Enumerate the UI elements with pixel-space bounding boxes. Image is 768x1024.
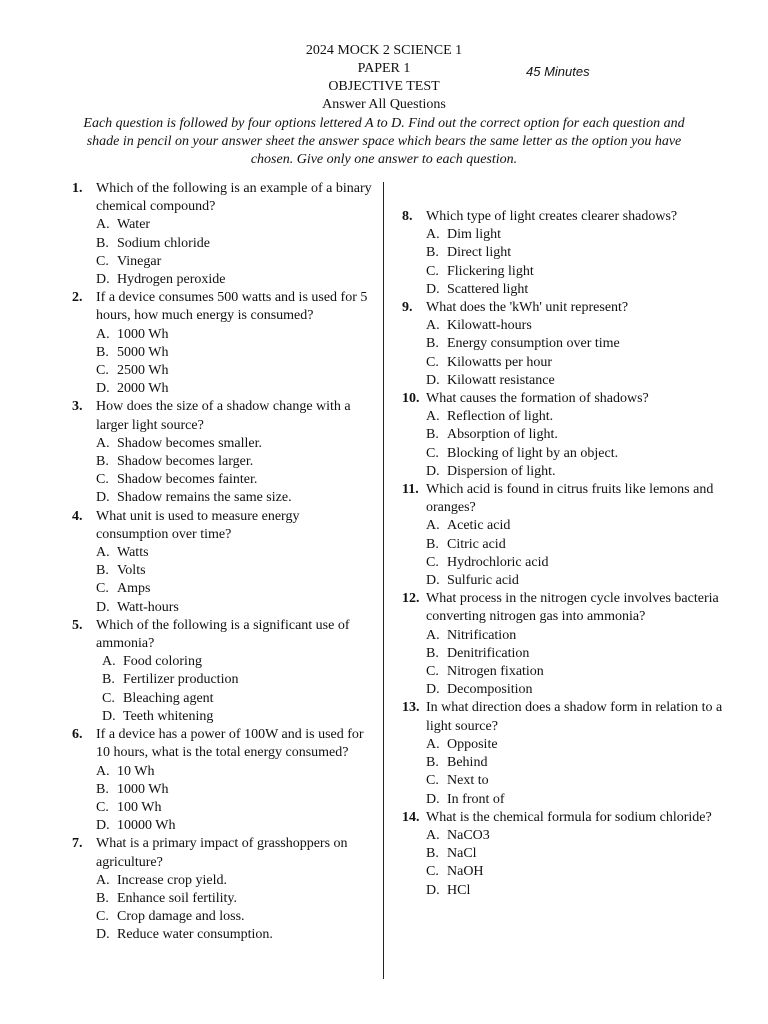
question-stem xyxy=(72,617,372,653)
answer-option xyxy=(72,489,372,507)
option-letter: B. xyxy=(426,245,439,261)
option-letter: B. xyxy=(96,781,109,797)
option-text: Sulfuric acid xyxy=(447,573,519,589)
option-text: Opposite xyxy=(447,736,498,752)
option-letter: C. xyxy=(426,773,439,789)
question-text: What does the 'kWh' unit represent? xyxy=(426,300,629,316)
answer-option xyxy=(402,827,742,845)
option-letter: B. xyxy=(102,672,115,688)
option-text: 2000 Wh xyxy=(117,381,169,397)
question-stem xyxy=(72,726,372,762)
option-letter: B. xyxy=(426,846,439,862)
option-text: Amps xyxy=(117,581,151,597)
option-text: In front of xyxy=(447,791,505,807)
option-text: Increase crop yield. xyxy=(117,872,227,888)
answer-option xyxy=(72,872,372,890)
option-letter: C. xyxy=(426,664,439,680)
option-letter: D. xyxy=(426,281,440,297)
option-letter: A. xyxy=(102,654,116,670)
question-text: What causes the formation of shadows? xyxy=(426,391,649,407)
answer-option xyxy=(402,572,742,590)
option-letter: C. xyxy=(426,263,439,279)
answer-option xyxy=(402,317,742,335)
answer-option xyxy=(402,372,742,390)
option-letter: C. xyxy=(96,909,109,925)
question-number: 3. xyxy=(72,399,83,415)
question-item xyxy=(402,481,742,590)
answer-option xyxy=(402,263,742,281)
option-letter: B. xyxy=(426,755,439,771)
question-stem xyxy=(402,299,742,317)
exam-header xyxy=(0,42,768,114)
question-item xyxy=(72,289,372,398)
option-text: Shadow remains the same size. xyxy=(117,490,292,506)
answer-option xyxy=(72,253,372,271)
option-text: Denitrification xyxy=(447,645,530,661)
question-number: 14. xyxy=(402,809,420,825)
question-number: 12. xyxy=(402,591,420,607)
question-text: Which type of light creates clearer shadows? xyxy=(426,209,678,224)
question-stem xyxy=(72,835,372,871)
option-text: Decomposition xyxy=(447,682,533,698)
option-text: Shadow becomes fainter. xyxy=(117,472,258,488)
answer-option xyxy=(72,344,372,362)
answer-option xyxy=(72,453,372,471)
question-item xyxy=(402,390,742,481)
option-text: Fertilizer production xyxy=(123,672,239,688)
option-text: Direct light xyxy=(447,245,512,261)
answer-option xyxy=(72,580,372,598)
option-letter: C. xyxy=(426,445,439,461)
option-text: Scattered light xyxy=(447,281,529,297)
exam-title: 2024 MOCK 2 SCIENCE 1 xyxy=(305,43,463,58)
option-letter: B. xyxy=(96,890,109,906)
option-text: NaOH xyxy=(447,864,484,880)
question-text: Which of the following is a significant use of ammonia? xyxy=(96,617,350,652)
right-question-column xyxy=(402,208,742,900)
question-stem xyxy=(72,289,372,325)
answer-all-note: Answer All Questions xyxy=(322,97,446,112)
answer-option xyxy=(402,772,742,790)
option-letter: D. xyxy=(426,463,440,479)
option-text: 10 Wh xyxy=(117,763,155,779)
answer-option xyxy=(72,653,372,671)
option-letter: C. xyxy=(96,799,109,815)
question-number: 2. xyxy=(72,290,83,306)
option-letter: B. xyxy=(96,235,109,251)
option-letter: C. xyxy=(96,581,109,597)
option-letter: C. xyxy=(96,472,109,488)
option-text: Citric acid xyxy=(447,536,506,552)
option-text: Bleaching agent xyxy=(123,690,214,706)
answer-option xyxy=(402,681,742,699)
question-text: How does the size of a shadow change with a larger light source? xyxy=(96,399,351,433)
option-letter: B. xyxy=(96,454,109,470)
option-letter: C. xyxy=(96,253,109,269)
option-text: 100 Wh xyxy=(117,799,162,815)
answer-option xyxy=(72,380,372,398)
question-stem xyxy=(72,398,372,434)
answer-option xyxy=(402,281,742,299)
option-text: Food coloring xyxy=(123,654,202,670)
left-question-column xyxy=(72,180,372,945)
exam-duration: 45 Minutes xyxy=(526,64,590,79)
option-letter: D. xyxy=(426,573,440,589)
option-text: Teeth whitening xyxy=(123,708,214,724)
answer-option xyxy=(72,781,372,799)
question-stem xyxy=(402,481,742,517)
option-text: Flickering light xyxy=(447,263,534,279)
option-text: Acetic acid xyxy=(447,518,511,534)
answer-option xyxy=(72,544,372,562)
option-letter: D. xyxy=(96,272,110,288)
question-item xyxy=(402,699,742,808)
answer-option xyxy=(72,562,372,580)
answer-option xyxy=(72,435,372,453)
option-text: Reduce water consumption. xyxy=(117,927,273,943)
question-item xyxy=(402,590,742,699)
option-text: Hydrochloric acid xyxy=(447,554,549,570)
option-letter: A. xyxy=(96,435,110,451)
answer-option xyxy=(402,627,742,645)
option-letter: D. xyxy=(426,682,440,698)
answer-option xyxy=(402,408,742,426)
question-item xyxy=(72,398,372,507)
option-letter: D. xyxy=(96,490,110,506)
answer-option xyxy=(72,362,372,380)
answer-option xyxy=(72,671,372,689)
question-item xyxy=(72,726,372,835)
option-text: Absorption of light. xyxy=(447,427,558,443)
answer-option xyxy=(402,426,742,444)
option-text: Water xyxy=(117,217,151,233)
question-item xyxy=(72,508,372,617)
option-letter: C. xyxy=(102,690,115,706)
option-text: Nitrification xyxy=(447,627,517,643)
answer-option xyxy=(72,926,372,944)
option-text: 1000 Wh xyxy=(117,326,169,342)
option-letter: D. xyxy=(426,791,440,807)
answer-option xyxy=(72,908,372,926)
question-item xyxy=(402,208,742,299)
answer-option xyxy=(402,354,742,372)
answer-option xyxy=(402,517,742,535)
option-text: Energy consumption over time xyxy=(447,336,620,352)
question-number: 6. xyxy=(72,727,83,743)
question-text: What is the chemical formula for sodium chloride? xyxy=(426,809,712,825)
answer-option xyxy=(72,799,372,817)
test-type: OBJECTIVE TEST xyxy=(328,79,440,94)
option-letter: A. xyxy=(426,318,440,334)
question-stem xyxy=(402,809,742,827)
option-letter: D. xyxy=(102,708,116,724)
option-letter: B. xyxy=(426,536,439,552)
instructions: Each question is followed by four options lettered A to D. Find out the correct option for each question and shade in pencil on your answer sheet the answer space which bears the same letter as the option you have chosen. Give only one answer to each question. xyxy=(83,116,685,167)
option-text: 10000 Wh xyxy=(117,818,176,834)
option-letter: D. xyxy=(426,882,440,898)
option-text: NaCO3 xyxy=(447,827,490,843)
question-number: 9. xyxy=(402,300,413,316)
question-text: If a device consumes 500 watts and is used for 5 hours, how much energy is consumed? xyxy=(96,290,368,324)
option-text: Kilowatt resistance xyxy=(447,372,555,388)
option-text: Hydrogen peroxide xyxy=(117,272,226,288)
option-letter: C. xyxy=(426,864,439,880)
question-text: In what direction does a shadow form in relation to a light source? xyxy=(426,700,723,734)
option-letter: C. xyxy=(426,354,439,370)
option-letter: C. xyxy=(426,554,439,570)
option-text: Enhance soil fertility. xyxy=(117,890,237,906)
option-text: Dispersion of light. xyxy=(447,463,556,479)
question-item xyxy=(402,299,742,390)
option-letter: A. xyxy=(96,217,110,233)
option-text: NaCl xyxy=(447,846,477,862)
question-text: What process in the nitrogen cycle involves bacteria converting nitrogen gas into ammonia? xyxy=(426,591,719,625)
option-letter: A. xyxy=(96,326,110,342)
option-letter: B. xyxy=(96,344,109,360)
question-stem xyxy=(72,508,372,544)
answer-option xyxy=(402,554,742,572)
option-letter: A. xyxy=(426,409,440,425)
answer-option xyxy=(402,791,742,809)
answer-option xyxy=(72,690,372,708)
question-number: 11. xyxy=(402,482,419,498)
option-text: Dim light xyxy=(447,227,502,243)
answer-option xyxy=(72,599,372,617)
question-text: What is a primary impact of grasshoppers on agriculture? xyxy=(96,836,348,870)
option-letter: D. xyxy=(426,372,440,388)
option-letter: A. xyxy=(96,545,110,561)
answer-option xyxy=(402,645,742,663)
question-stem xyxy=(402,699,742,735)
option-letter: B. xyxy=(426,336,439,352)
question-text: What unit is used to measure energy consumption over time? xyxy=(96,508,300,542)
answer-option xyxy=(402,754,742,772)
option-letter: A. xyxy=(426,736,440,752)
option-letter: C. xyxy=(96,363,109,379)
option-text: Volts xyxy=(117,563,146,579)
question-text: If a device has a power of 100W and is used for 10 hours, what is the total energy consumed? xyxy=(96,727,364,761)
option-text: HCl xyxy=(447,882,471,898)
answer-option xyxy=(402,244,742,262)
option-letter: B. xyxy=(426,427,439,443)
option-letter: D. xyxy=(96,927,110,943)
question-stem xyxy=(402,390,742,408)
paper-number: PAPER 1 xyxy=(357,61,411,76)
answer-option xyxy=(72,471,372,489)
option-letter: A. xyxy=(96,763,110,779)
answer-option xyxy=(402,463,742,481)
question-item xyxy=(72,617,372,726)
option-letter: D. xyxy=(96,381,110,397)
answer-option xyxy=(402,736,742,754)
option-text: Watt-hours xyxy=(117,599,179,615)
answer-option xyxy=(72,890,372,908)
option-letter: B. xyxy=(96,563,109,579)
question-item xyxy=(72,835,372,944)
question-number: 1. xyxy=(72,181,83,196)
option-letter: A. xyxy=(426,227,440,243)
option-text: Nitrogen fixation xyxy=(447,664,544,680)
answer-option xyxy=(402,663,742,681)
answer-option xyxy=(402,863,742,881)
option-letter: D. xyxy=(96,818,110,834)
option-text: Blocking of light by an object. xyxy=(447,445,619,461)
option-text: Sodium chloride xyxy=(117,235,210,251)
question-text: Which of the following is an example of a binary chemical compound? xyxy=(96,181,372,215)
option-text: Shadow becomes smaller. xyxy=(117,435,263,451)
answer-option xyxy=(402,845,742,863)
question-item xyxy=(402,809,742,900)
question-item xyxy=(72,180,372,289)
answer-option xyxy=(72,271,372,289)
option-letter: A. xyxy=(96,872,110,888)
option-text: Kilowatt-hours xyxy=(447,318,532,334)
option-text: 2500 Wh xyxy=(117,363,169,379)
answer-option xyxy=(72,235,372,253)
answer-option xyxy=(402,882,742,900)
option-text: Crop damage and loss. xyxy=(117,909,245,925)
question-stem xyxy=(402,590,742,626)
option-text: Vinegar xyxy=(117,253,162,269)
option-letter: A. xyxy=(426,627,440,643)
answer-option xyxy=(72,216,372,234)
question-number: 5. xyxy=(72,617,83,633)
option-letter: A. xyxy=(426,827,440,843)
question-number: 13. xyxy=(402,700,420,716)
option-text: Behind xyxy=(447,755,488,771)
answer-option xyxy=(402,445,742,463)
answer-option xyxy=(402,335,742,353)
answer-option xyxy=(72,763,372,781)
option-text: 1000 Wh xyxy=(117,781,169,797)
answer-option xyxy=(72,708,372,726)
option-text: 5000 Wh xyxy=(117,344,169,360)
answer-option xyxy=(402,226,742,244)
option-letter: D. xyxy=(96,599,110,615)
answer-option xyxy=(72,817,372,835)
question-number: 4. xyxy=(72,508,83,524)
question-text: Which acid is found in citrus fruits like lemons and oranges? xyxy=(426,482,714,516)
option-text: Reflection of light. xyxy=(447,409,554,425)
question-stem xyxy=(402,208,742,226)
option-letter: B. xyxy=(426,645,439,661)
question-stem xyxy=(72,180,372,216)
answer-option xyxy=(402,536,742,554)
option-text: Next to xyxy=(447,773,489,789)
option-text: Watts xyxy=(117,545,149,561)
answer-option xyxy=(72,326,372,344)
question-number: 10. xyxy=(402,391,420,407)
question-number: 8. xyxy=(402,209,413,224)
option-text: Kilowatts per hour xyxy=(447,354,552,370)
option-letter: A. xyxy=(426,518,440,534)
option-text: Shadow becomes larger. xyxy=(117,454,254,470)
question-number: 7. xyxy=(72,836,83,852)
column-divider xyxy=(383,182,384,979)
